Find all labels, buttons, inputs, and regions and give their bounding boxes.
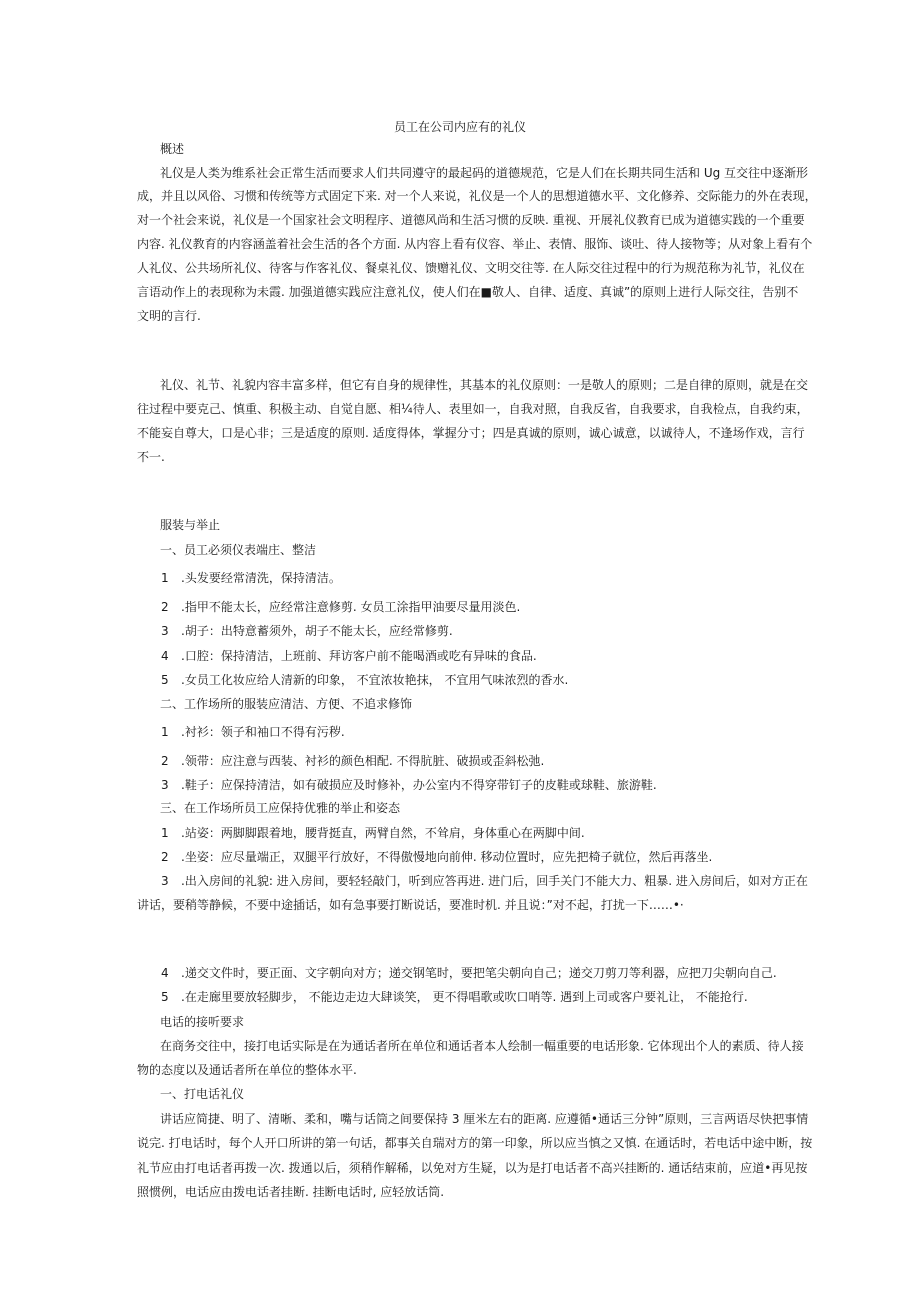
item-number: 3 bbox=[161, 874, 169, 888]
item-text: .在走廊里要放轻脚步， 不能边走边大肆谈笑， 更不得唱歌或吹口哨等. 遇到上司或客户要礼让， 不能抢行. bbox=[181, 990, 748, 1004]
section-heading: 一、打电话礼仪 bbox=[160, 1087, 245, 1101]
overview-line: 对一个社会来说，礼仪是一个国家社会文明程序、道德风尚和生活习惯的反映. 重视、开展礼仪教育已成为道德实践的一个重要 bbox=[137, 213, 805, 227]
phone-line: 照惯例，电话应由拨电话者挂断. 挂断电话时, 应轻放话筒. bbox=[137, 1185, 445, 1199]
item-text: .头发要经常清洗，保持清洁。 bbox=[181, 571, 341, 585]
principles-line: 礼仪、礼节、礼貌内容丰富多样，但它有自身的规律性，其基本的礼仪原则：一是敬人的原则；二是自律的原则，就是在交 bbox=[160, 378, 809, 392]
phone-heading: 电话的接听要求 bbox=[160, 1015, 245, 1029]
phone-line: 说完. 打电话时，每个人开口所讲的第一句话，都事关自瑞对方的第一印象，所以应当慎之又慎. 在通话时，若电话中途中断，按 bbox=[137, 1136, 813, 1150]
item-number: 4 bbox=[161, 649, 169, 663]
item-number: 4 bbox=[161, 966, 169, 980]
overview-line: 人礼仪、公共场所礼仪、待客与作客礼仪、餐桌礼仪、馈赠礼仪、文明交往等. 在人际交往过程中的行为规范称为礼节，礼仪在 bbox=[137, 261, 805, 275]
item-text-continued: 讲话，要稍等静候，不要中途插话，如有急事要打断说话，要准时机. 并且说：”对不起，打扰一下……•· bbox=[137, 898, 684, 912]
item-text: .出入房间的礼貌: 进入房间，要轻轻敲门，听到应答再进. 进门后，回手关门不能大力、粗暴. 进入房间后，如对方正在 bbox=[181, 874, 808, 888]
overview-line: 礼仪是人类为维系社会正常生活而要求人们共同遵守的最起码的道德规范，它是人们在长期共同生活和 Ug 互交往中逐渐形 bbox=[160, 166, 809, 180]
item-text: .衬衫：领子和袖口不得有污秽. bbox=[181, 725, 345, 739]
item-text: .递交文件时，要正面、文字朝向对方；递交钢笔时，要把笔尖朝向自己；递交刀剪刀等利器，应把刀尖朝向自己. bbox=[181, 966, 777, 980]
item-text: .站姿：两脚脚跟着地，腰背挺直，两臂自然，不耸肩，身体重心在两脚中间. bbox=[181, 826, 585, 840]
phone-intro-line: 在商务交往中，接打电话实际是在为通话者所在单位和通话者本人绘制一幅重要的电话形象. 它体现出个人的素质、待人接 bbox=[160, 1039, 804, 1053]
principles-line: 不能妄自尊大，口是心非；三是适度的原则. 适度得体，掌握分寸；四是真诚的原则，诚心诚意，以诚待人，不逢场作戏，言行 bbox=[137, 426, 805, 440]
item-text: .领带：应注意与西装、衬衫的颜色相配. 不得肮脏、破损或歪斜松弛. bbox=[181, 754, 545, 768]
item-number: 5 bbox=[161, 673, 169, 687]
section-heading: 三、在工作场所员工应保持优雅的举止和姿态 bbox=[160, 801, 401, 815]
section-heading: 二、工作场所的服装应清洁、方便、不追求修饰 bbox=[160, 697, 413, 711]
item-number: 1 bbox=[161, 725, 169, 739]
phone-line: 礼节应由打电话者再拨一次. 拨通以后，须稍作解稀，以免对方生疑，以为是打电话者不高兴挂断的. 通话结束前，应道•再见按 bbox=[137, 1161, 808, 1175]
phone-line: 讲话应简捷、明了、清晰、柔和，嘴与话筒之间要保持 3 厘米左右的距离. 应遵循•通话三分钟”原则，三言两语尽快把事情 bbox=[160, 1112, 809, 1126]
item-text: .坐姿：应尽量端正，双腿平行放好，不得傲慢地向前伸. 移动位置时，应先把椅子就位，然后再落坐. bbox=[181, 850, 713, 864]
item-number: 2 bbox=[161, 600, 169, 614]
document-title: 员工在公司内应有的礼仪 bbox=[393, 120, 526, 134]
overview-line: 言语动作上的表现称为未霞. 加强道德实践应注意礼仪，使人们在■敬人、自律、适度、真诚”的原则上进行人际交往，告别不 bbox=[137, 285, 799, 299]
item-text: .女员工化妆应给人清新的印象， 不宜浓妆艳抹， 不宜用气味浓烈的香水. bbox=[181, 673, 569, 687]
phone-intro-line: 物的态度以及通话者所在单位的整体水平. bbox=[137, 1063, 357, 1077]
overview-line: 内容. 礼仪教育的内容涵盖着社会生活的各个方面. 从内容上看有仪容、举止、表情、服饰、谈吐、待人接物等；从对象上看有个 bbox=[137, 237, 813, 251]
overview-line: 文明的言行. bbox=[137, 309, 201, 323]
principles-line: 不一. bbox=[137, 450, 165, 464]
overview-line: 成，并且以风俗、习惯和传统等方式固定下来. 对一个人来说，礼仪是一个人的思想道德水平、文化修养、交际能力的外在表现， bbox=[137, 189, 817, 203]
item-number: 3 bbox=[161, 624, 169, 638]
item-number: 1 bbox=[161, 826, 169, 840]
item-number: 3 bbox=[161, 778, 169, 792]
item-number: 2 bbox=[161, 754, 169, 768]
item-text: .鞋子：应保持清洁，如有破损应及时修补，办公室内不得穿带钉子的皮鞋或球鞋、旅游鞋. bbox=[181, 778, 657, 792]
section-heading: 一、员工必须仪表端庄、整洁 bbox=[160, 543, 317, 557]
item-number: 2 bbox=[161, 850, 169, 864]
dress-heading: 服装与举止 bbox=[160, 518, 221, 532]
item-text: .胡子：出特意蓄须外，胡子不能太长，应经常修剪. bbox=[181, 624, 453, 638]
principles-line: 往过程中要克己、慎重、积极主动、自觉自愿、相¼待人、表里如一，自我对照，自我反省，自我要求，自我检点，自我约束， bbox=[137, 402, 809, 416]
item-text: .口腔：保持清洁，上班前、拜访客户前不能喝酒或吃有异味的食品. bbox=[181, 649, 537, 663]
item-number: 1 bbox=[161, 571, 169, 585]
item-text: .指甲不能太长，应经常注意修剪. 女员工涂指甲油要尽量用淡色. bbox=[181, 600, 521, 614]
item-number: 5 bbox=[161, 990, 169, 1004]
overview-heading: 概述 bbox=[160, 142, 185, 156]
